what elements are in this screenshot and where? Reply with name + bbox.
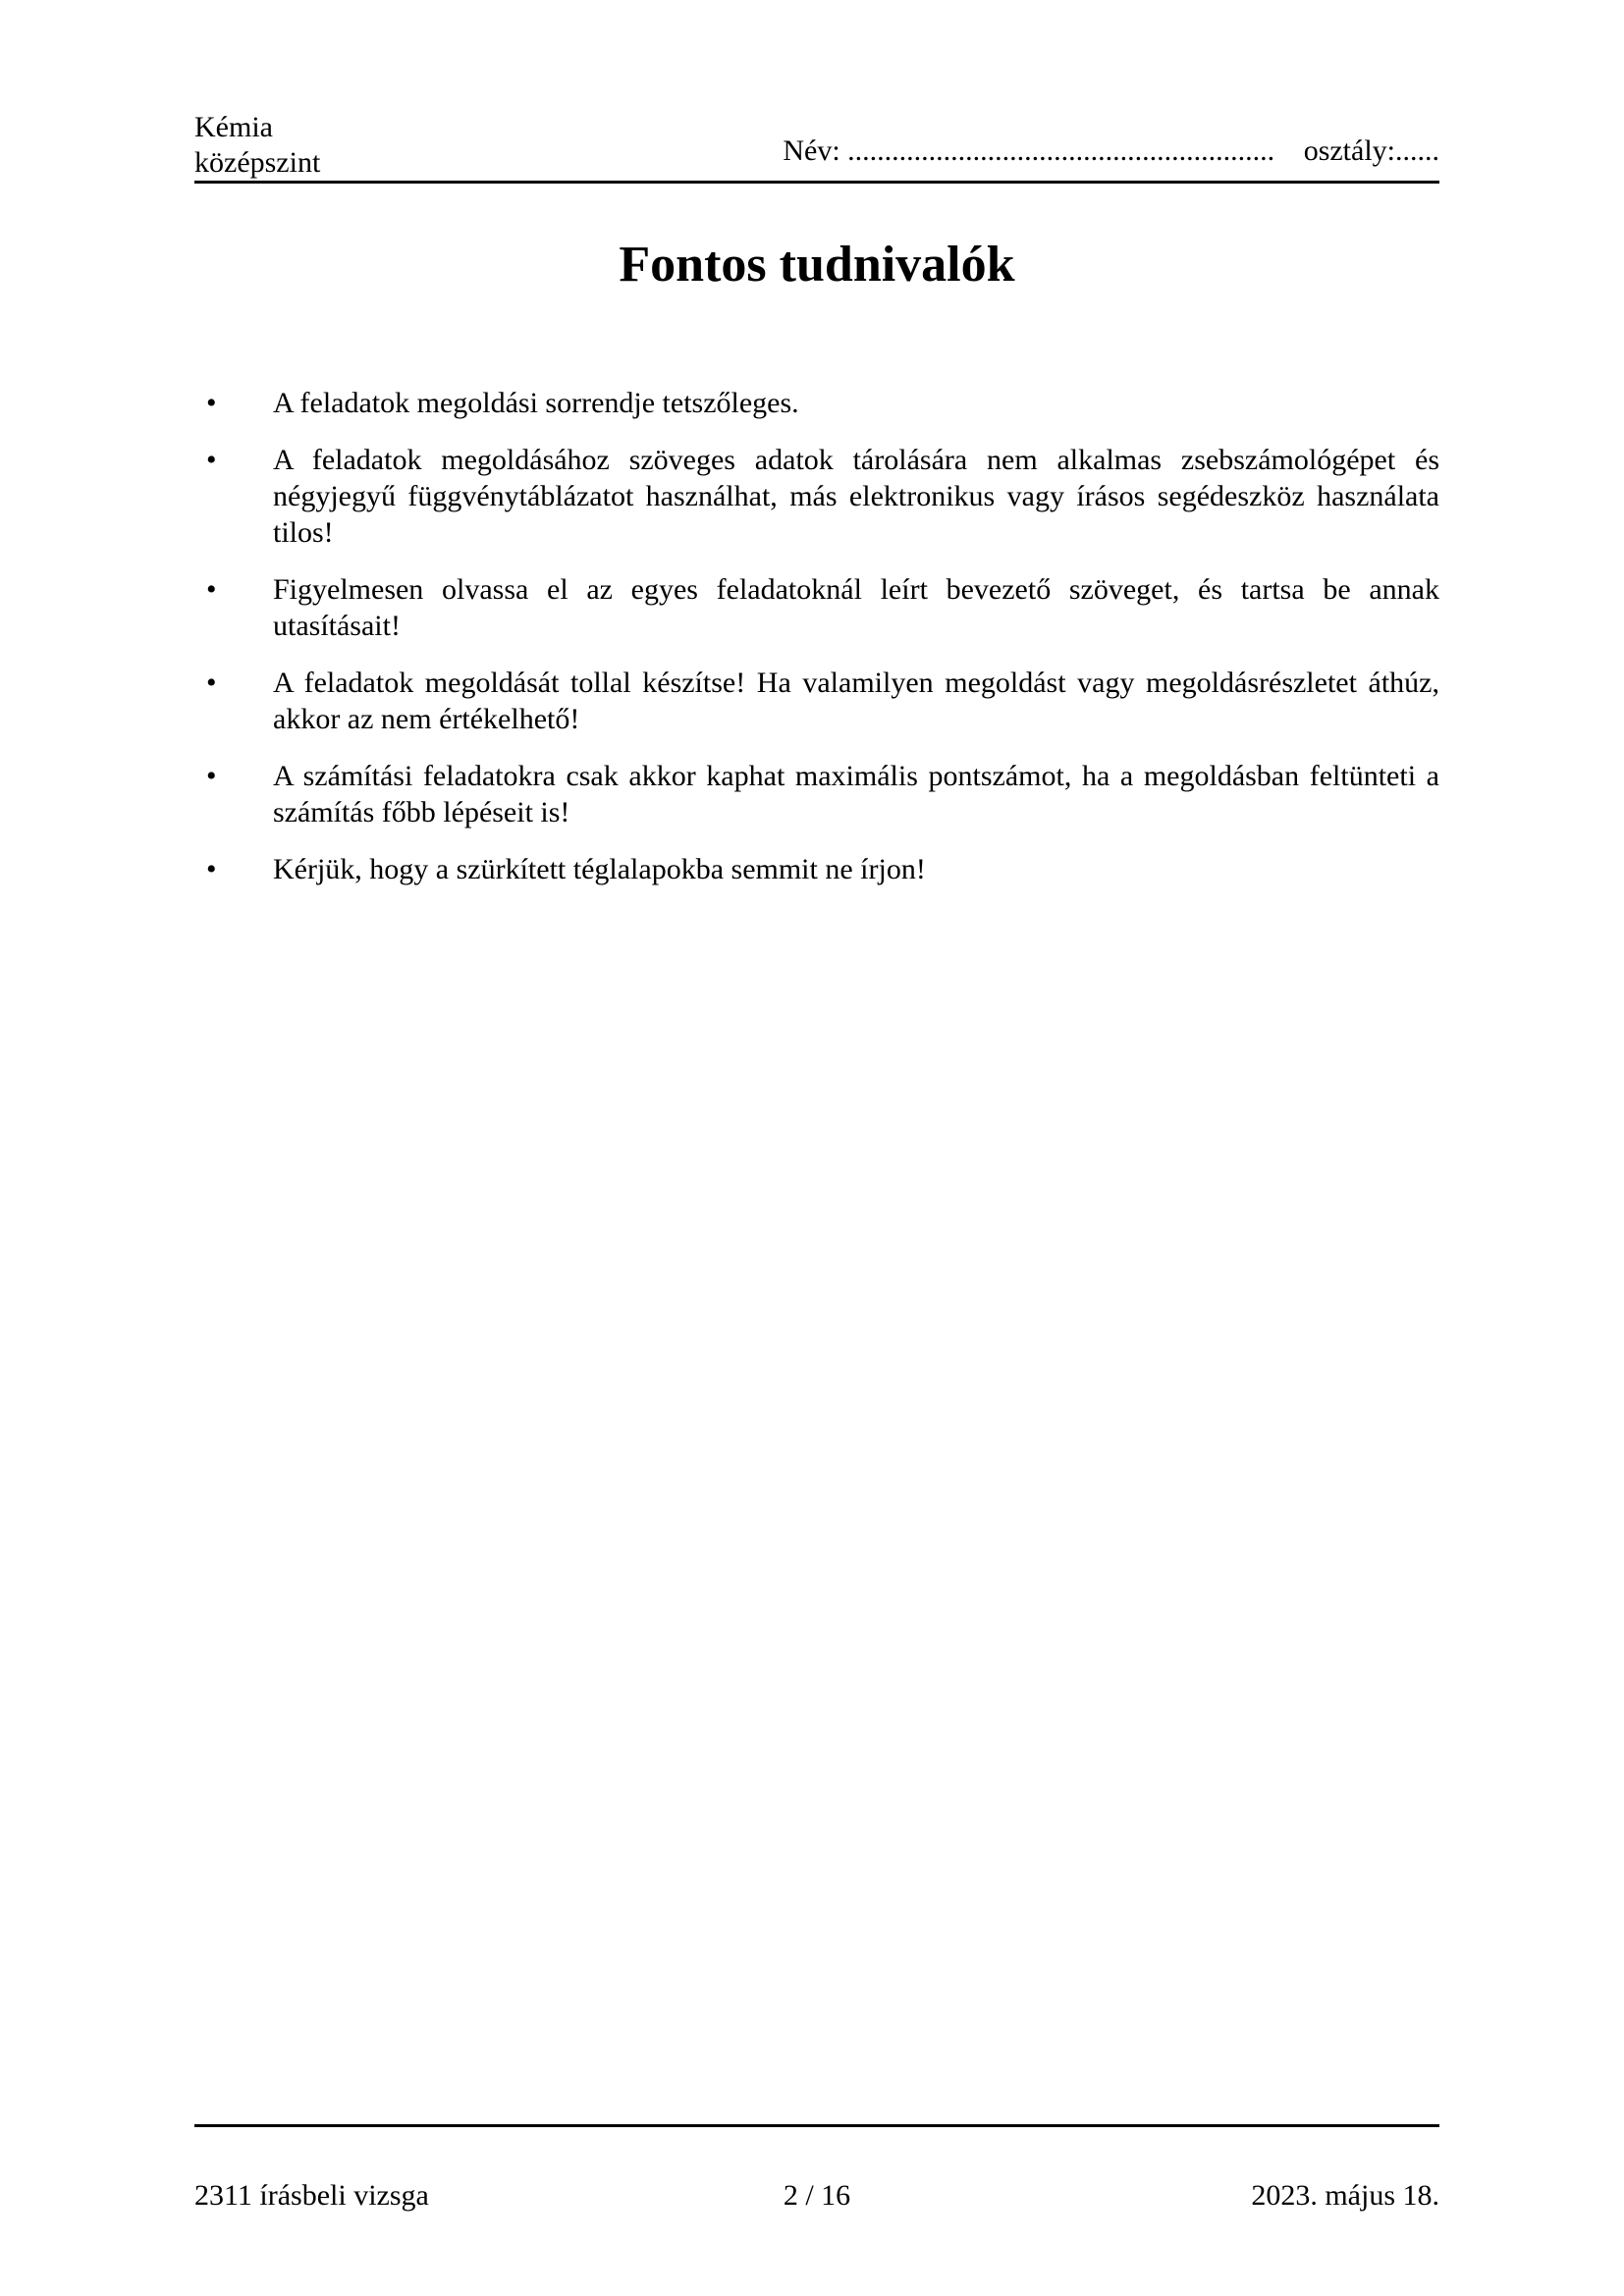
instruction-text: A számítási feladatokra csak akkor kaphat maximális pontszámot, ha a megoldásban feltünteti a számítás főbb lépéseit is! xyxy=(273,760,1439,828)
header-subject-block xyxy=(194,110,320,181)
page-header xyxy=(194,106,1439,184)
level-label: középszint xyxy=(194,146,321,179)
instruction-text: A feladatok megoldásához szöveges adatok tárolására nem alkalmas zsebszámológépet és négyjegyű függvénytáblázatot használhat, más elektronikus vagy írásos segédeszköz használata tilos! xyxy=(273,444,1439,549)
bullet-icon: • xyxy=(206,853,217,885)
list-item xyxy=(194,851,1439,887)
footer-row xyxy=(194,2178,1439,2217)
header-student-fields xyxy=(783,133,1439,169)
list-item xyxy=(194,385,1439,421)
bullet-icon: • xyxy=(206,573,217,606)
list-item xyxy=(194,442,1439,551)
bullet-icon: • xyxy=(206,667,217,699)
instruction-text: Kérjük, hogy a szürkített téglalapokba semmit ne írjon! xyxy=(273,853,926,885)
list-item xyxy=(194,665,1439,737)
class-field: osztály:...... xyxy=(1303,134,1439,167)
bullet-icon: • xyxy=(206,444,217,476)
list-item xyxy=(194,758,1439,830)
instruction-text: Figyelmesen olvassa el az egyes feladatoknál leírt bevezető szöveget, és tartsa be annak utasításait! xyxy=(273,573,1439,642)
instructions-list xyxy=(194,385,1439,908)
exam-date: 2023. május 18. xyxy=(1251,2179,1439,2212)
name-field: Név: .......................................................... xyxy=(783,134,1275,167)
page-footer xyxy=(194,2124,1439,2217)
instruction-text: A feladatok megoldási sorrendje tetszőleges. xyxy=(273,387,799,419)
list-item xyxy=(194,571,1439,644)
bullet-icon: • xyxy=(206,760,217,792)
subject-label: Kémia xyxy=(194,111,273,143)
instruction-text: A feladatok megoldását tollal készítse! Ha valamilyen megoldást vagy megoldásrészletet áthúz, akkor az nem értékelhető! xyxy=(273,667,1439,735)
bullet-icon: • xyxy=(206,387,217,419)
exam-code: 2311 írásbeli vizsga xyxy=(194,2179,429,2212)
page-number: 2 / 16 xyxy=(783,2179,851,2212)
page-title: Fontos tudnivalók xyxy=(619,237,1015,293)
